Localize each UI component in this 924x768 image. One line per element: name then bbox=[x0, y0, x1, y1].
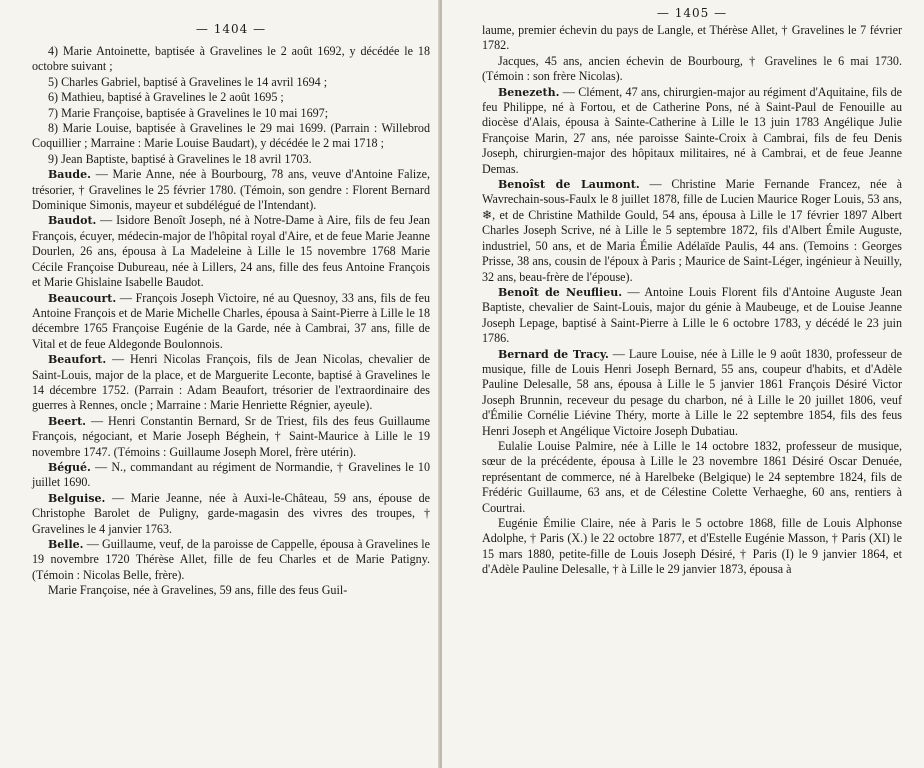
entry-paragraph bbox=[482, 285, 902, 347]
entry-paragraph bbox=[482, 85, 902, 177]
entry-paragraph bbox=[32, 90, 430, 105]
entry-text: — Clément, 47 ans, chirurgien-major au régiment d'Aquitaine, fils de feu Philippe, né à Fortou, et de Catherine Pons, né à Saint-Paul de Fenouille au diocèse d'Alais, épousa à Sainte-Catherine à Lille le 13 juin 1783 Angélique Julie Françoise Marin, 27 ans, née paroisse Sainte-Croix à Cambrai, fils de feu Denis Joseph, chirurgien-major des hôpitaux militaires, né à Cambrai, et de feue Jeanne Demas. bbox=[482, 84, 902, 176]
entry-surname: Beert. bbox=[48, 414, 87, 428]
entry-surname: Beaufort. bbox=[48, 353, 107, 367]
entry-text: Jacques, 45 ans, ancien échevin de Bourbourg, † Gravelines le 6 mai 1730. (Témoin : son frère Nicolas). bbox=[482, 53, 902, 84]
entry-text: Eugénie Émilie Claire, née à Paris le 5 octobre 1868, fille de Louis Alphonse Adolphe, † Paris (X.) le 22 octobre 1877, et d'Estelle Eugénie Masson, † Paris (XI) le 15 mars 1880, petite-fille de Louis Joseph Désiré, † Paris (I) le 9 janvier 1864, et d'Adèle Pauline Delesalle, † à Lille le 29 janvier 1873, épousa à bbox=[482, 516, 902, 577]
entry-text: — Guillaume, veuf, de la paroisse de Cappelle, épousa à Gravelines le 19 novembre 1720 Thérèse Allet, fille de feu Charles et de Marie Patigny. (Témoin : Nicolas Belle, frère). bbox=[32, 537, 430, 582]
entry-text: 8) Marie Louise, baptisée à Gravelines le 29 mai 1699. (Parrain : Willebrod Coquillier ; Marraine : Marie Louise Baudart), y décédée le 2 mai 1718 ; bbox=[32, 121, 430, 151]
entry-paragraph bbox=[32, 491, 430, 537]
entry-surname: Benezeth. bbox=[498, 85, 560, 99]
entry-paragraph bbox=[482, 177, 902, 285]
entry-paragraph bbox=[32, 414, 430, 460]
entry-paragraph bbox=[32, 44, 430, 75]
entry-paragraph bbox=[482, 23, 902, 54]
entry-text: — Henri Nicolas François, fils de Jean Nicolas, chevalier de Saint-Louis, major de la place, et de Marguerite Leconte, baptisé à Gravelines le 14 décembre 1752. (Parrain : Adam Beaufort, trésorier de l'extraordinaire des guerres à Rennes, oncle ; Marraine : Marie Henriette Régnier, ayeule). bbox=[32, 352, 430, 413]
page-number: — 1405 — bbox=[656, 6, 728, 20]
entry-text: — Antoine Louis Florent fils d'Antoine Auguste Jean Baptiste, chevalier de Saint-Louis, major du génie à Maubeuge, et de Louise Jeanne Joseph Lepage, baptisé à Saint-Pierre à Lille le 6 octobre 1783, y décédé le 23 juin 1786. bbox=[482, 284, 902, 346]
entry-surname: Belguise. bbox=[48, 491, 106, 505]
entry-surname: Beaucourt. bbox=[48, 291, 117, 305]
entry-text: 6) Mathieu, baptisé à Gravelines le 2 août 1695 ; bbox=[48, 90, 284, 105]
entry-paragraph bbox=[32, 75, 430, 90]
entry-paragraph bbox=[32, 537, 430, 583]
page-body bbox=[482, 23, 902, 578]
entry-text: Eulalie Louise Palmire, née à Lille le 14 octobre 1832, professeur de musique, sœur de la précédente, épousa à Lille le 23 novembre 1861 Désiré Oscar Denuée, représentant de commerce, né à Harelbeke (Belgique) le 24 septembre 1824, fils de Frédéric Guillaume, 63 ans, et de Célestine Colette Verhaeghe, 60 ans, rentiers à Courtrai. bbox=[482, 438, 902, 515]
entry-paragraph bbox=[32, 121, 430, 152]
entry-text: — Henri Constantin Bernard, Sr de Triest, fils des feus Guillaume François, négociant, et Marie Joseph Béghein, † Saint-Maurice à Lille le 19 novembre 1747. (Témoins : Guillaume Joseph Morel, frère utérin). bbox=[32, 413, 430, 459]
entry-paragraph bbox=[32, 583, 430, 598]
entry-paragraph bbox=[32, 460, 430, 491]
entry-text: — Christine Marie Fernande Francez, née à Wavrechain-sous-Faulx le 8 juillet 1878, fille de Lucien Maurice Roger Louis, 53 ans, ❄, et de Christine Mathilde Gould, 54 ans, épousa à Lille le 17 février 1897 Albert Charles Joseph Scrive, né à Lille le 5 septembre 1872, fils d'Albert Émile Auguste, industriel, 50 ans, et de Maria Émilie Adélaïde Paulis, 44 ans. (Temoins : Georges Prisse, 38 ans, cousin de l'époux à Paris ; Maurice de Saint-Léger, ingénieur à Neuilly, 32 ans, beau-frère de l'épouse). bbox=[482, 177, 902, 284]
entry-text: — Marie Anne, née à Bourbourg, 78 ans, veuve d'Antoine Falize, trésorier, † Gravelines le 25 février 1780. (Témoin, son gendre : Florent Bernard Dominique Simonis, mayeur et subdélégué de l'Intendant). bbox=[32, 167, 430, 213]
entry-surname: Bernard de Tracy. bbox=[498, 347, 609, 361]
entry-paragraph bbox=[32, 106, 430, 121]
entry-surname: Baude. bbox=[48, 168, 91, 182]
entry-paragraph bbox=[32, 352, 430, 414]
entry-text: 4) Marie Antoinette, baptisée à Gravelines le 2 août 1692, y décédée le 18 octobre suivant ; bbox=[32, 44, 430, 74]
entry-text: — N., commandant au régiment de Normandie, † Gravelines le 10 juillet 1690. bbox=[32, 459, 430, 490]
entry-text: 7) Marie Françoise, baptisée à Gravelines le 10 mai 1697; bbox=[48, 105, 329, 120]
left-page bbox=[0, 0, 440, 768]
entry-text: Marie Françoise, née à Gravelines, 59 ans, fille des feus Guil- bbox=[48, 583, 348, 598]
entry-surname: Benoîst de Laumont. bbox=[498, 178, 640, 192]
entry-paragraph bbox=[482, 54, 902, 85]
entry-text: — François Joseph Victoire, né au Quesnoy, 33 ans, fils de feu Antoine François et de Marie Michelle Charles, épousa à Saint-Pierre à Lille le 18 décembre 1765 Françoise Eugénie de la Garde, née à Cambrai, 37 ans, fille de Vital et de feue Aldegonde Boulonnois. bbox=[32, 290, 430, 351]
entry-text: — Laure Louise, née à Lille le 9 août 1830, professeur de musique, fille de Louis Henri Joseph Bernard, 55 ans, coupeur d'habits, et d'Adèle Pauline Delesalle, 58 ans, épousa à Lille le 5 janvier 1861 François Désiré Victor Joseph Brunnin, receveur du pesage du charbon, né à Lille le 20 juillet 1806, veuf d'Émilie Cornélie Liévine Théry, morte à Lille le 22 septembre 1854, fils des feus Henri Joseph et Angélique Victoire Joseph Dubatiau. bbox=[482, 346, 902, 438]
entry-text: 5) Charles Gabriel, baptisé à Gravelines le 14 avril 1694 ; bbox=[48, 74, 328, 89]
entry-surname: Bégué. bbox=[48, 460, 91, 474]
entry-text: — Marie Jeanne, née à Auxi-le-Château, 59 ans, épouse de Christophe Barolet de Puligny, garde-magasin des vivres des troupes, † Gravelines le 4 janvier 1763. bbox=[32, 490, 430, 536]
entry-paragraph bbox=[32, 291, 430, 353]
page-number: — 1404 — bbox=[195, 22, 267, 36]
entry-surname: Baudot. bbox=[48, 214, 97, 228]
entry-text: — Isidore Benoît Joseph, né à Notre-Dame à Aire, fils de feu Jean François, écuyer, médecin-major de l'hôpital royal d'Aire, et de feue Marie Jeanne Dourlen, 26 ans, épousa à La Madeleine à Lille le 15 novembre 1768 Marie Cécile Françoise Dubureau, née à Lillers, 24 ans, fille des feus Antoine François et Marie Ghislaine Isabelle Baudot. bbox=[32, 213, 430, 290]
entry-paragraph bbox=[32, 167, 430, 213]
right-page bbox=[442, 0, 924, 768]
entry-paragraph bbox=[32, 152, 430, 167]
entry-paragraph bbox=[32, 213, 430, 290]
entry-surname: Benoît de Neuflieu. bbox=[498, 285, 623, 299]
entry-paragraph bbox=[482, 347, 902, 439]
page-body bbox=[32, 44, 430, 599]
entry-surname: Belle. bbox=[48, 538, 84, 551]
entry-paragraph bbox=[482, 516, 902, 578]
entry-text: 9) Jean Baptiste, baptisé à Gravelines le 18 avril 1703. bbox=[48, 151, 312, 166]
entry-paragraph bbox=[482, 439, 902, 516]
entry-text: laume, premier échevin du pays de Langle, et Thérèse Allet, † Gravelines le 7 février 1782. bbox=[482, 23, 902, 53]
